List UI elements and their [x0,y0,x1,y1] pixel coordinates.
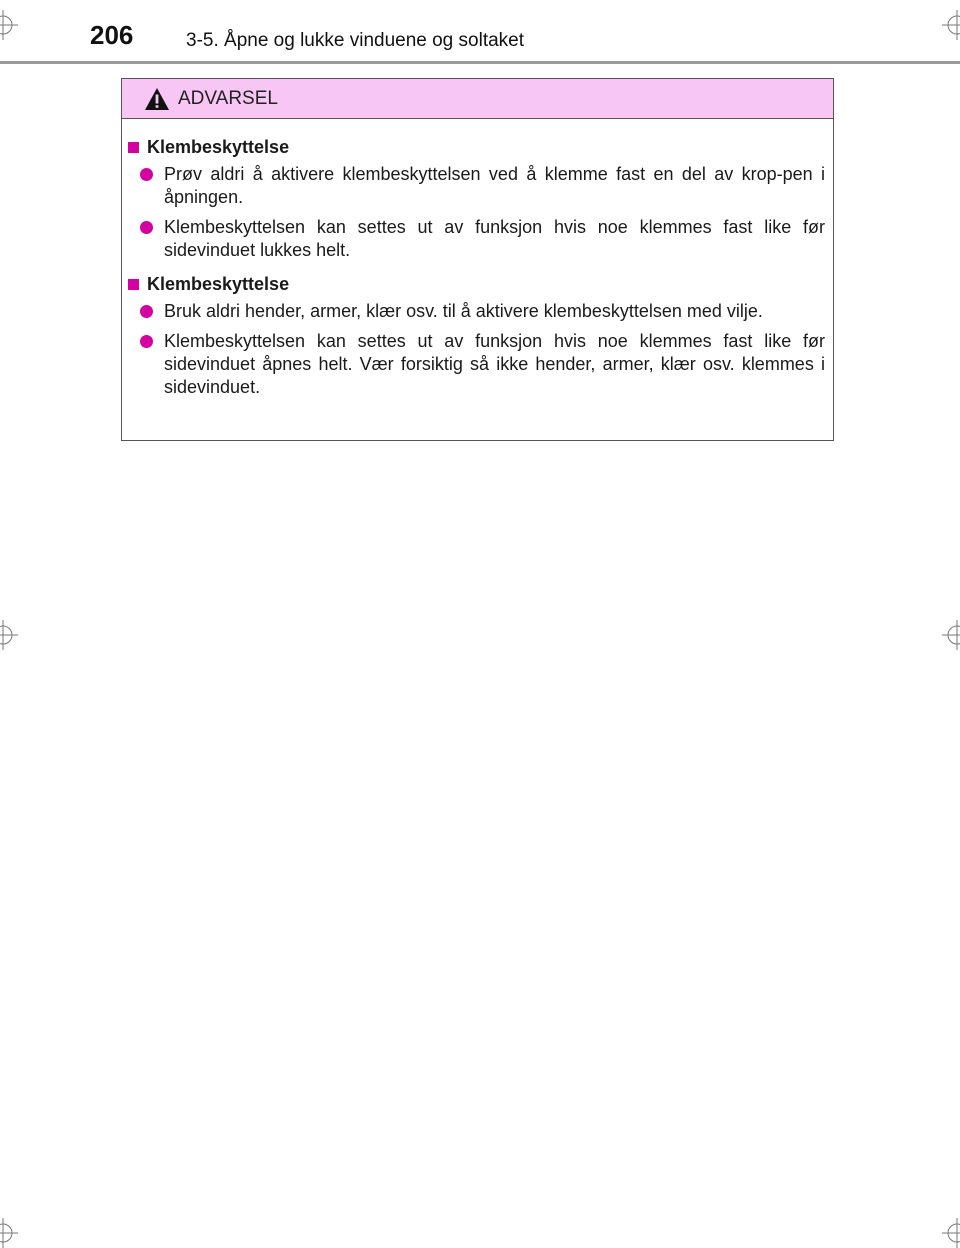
subheading-text: Klembeskyttelse [147,137,290,157]
list-item [128,216,825,262]
square-bullet-icon [128,142,139,153]
subheading-text: Klembeskyttelse [147,274,290,294]
list-item [128,163,825,209]
registration-mark-icon [0,10,18,40]
warning-triangle-icon [144,87,170,111]
list-item-text: Bruk aldri hender, armer, klær osv. til å aktivere klembeskyttelsen med vilje. [164,301,763,321]
header-rule [0,61,960,64]
registration-mark-icon [942,620,960,650]
list-item-text: Prøv aldri å aktivere klembeskyttelsen ved å klemme fast en del av krop-pen i åpningen. [164,164,825,207]
warning-label: ADVARSEL [178,88,278,109]
list-item-text: Klembeskyttelsen kan settes ut av funksjon hvis noe klemmes fast like før sidevinduet lukkes helt. [164,217,825,260]
list-item [128,300,825,323]
section-title: 3-5. Åpne og lukke vinduene og soltaket [186,30,525,51]
registration-mark-icon [942,10,960,40]
circle-bullet-icon [140,168,153,181]
list-item-text: Klembeskyttelsen kan settes ut av funksjon hvis noe klemmes fast like før sidevinduet åpnes helt. Vær forsiktig så ikke hender, armer, klær osv. klemmes i sidevinduet. [164,331,825,397]
circle-bullet-icon [140,221,153,234]
warning-header [122,79,833,119]
list-item [128,330,825,399]
page-header [0,0,960,66]
registration-mark-icon [0,620,18,650]
circle-bullet-icon [140,305,153,318]
warning-box [121,78,834,441]
page-number: 206 [90,20,134,50]
square-bullet-icon [128,279,139,290]
warning-body [122,119,833,399]
circle-bullet-icon [140,335,153,348]
subheading-1 [128,135,825,159]
subheading-2 [128,272,825,296]
